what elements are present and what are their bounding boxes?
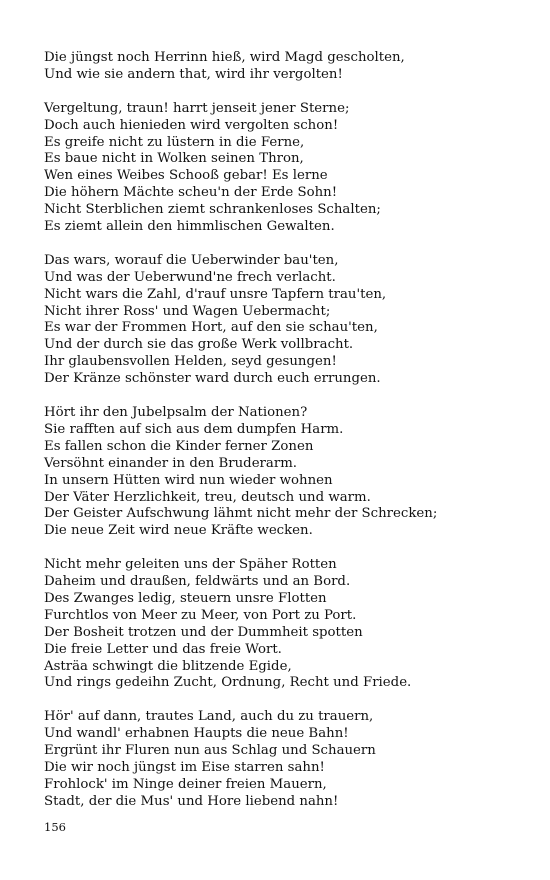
verse-line: Der Geister Aufschwung lähmt nicht mehr der Schrecken; (44, 506, 438, 522)
verse-line: Nicht mehr geleiten uns der Späher Rotten (44, 557, 337, 573)
verse-line: Wen eines Weibes Schooß gebar! Es lerne (44, 168, 328, 184)
verse-line: Die höhern Mächte scheu'n der Erde Sohn! (44, 185, 338, 201)
verse-line: Der Bosheit trotzen und der Dummheit spotten (44, 624, 363, 640)
verse-line: Das wars, worauf die Ueberwinder bau'ten, (44, 252, 339, 268)
stanza-2 (44, 101, 530, 236)
verse-line: Der Kränze schönster ward durch euch errungen. (44, 371, 381, 387)
verse-line: Sie rafften auf sich aus dem dumpfen Harm. (44, 421, 344, 437)
verse-line: Es greife nicht zu lüstern in die Ferne, (44, 134, 305, 150)
stanza-4 (44, 405, 530, 540)
verse-line: Es fallen schon die Kinder ferner Zonen (44, 438, 314, 454)
stanza-6 (44, 709, 530, 810)
page-number: 156 (44, 820, 66, 834)
verse-line: Die jüngst noch Herrinn hieß, wird Magd gescholten, (44, 50, 405, 65)
verse-line: Stadt, der die Mus' und Hore liebend nahn! (44, 793, 339, 809)
verse-line: Es war der Frommen Hort, auf den sie schau'ten, (44, 320, 378, 336)
verse-line: Und was der Ueberwund'ne frech verlacht. (44, 269, 336, 285)
verse-line: Asträa schwingt die blitzende Egide, (44, 658, 292, 674)
verse-line: Nicht Sterblichen ziemt schrankenloses Schalten; (44, 202, 381, 218)
verse-line: Ihr glaubensvollen Helden, seyd gesungen! (44, 354, 337, 370)
verse-line: Vergeltung, traun! harrt jenseit jener Sterne; (44, 100, 350, 116)
verse-line: Die neue Zeit wird neue Kräfte wecken. (44, 523, 313, 539)
verse-line: Und wandl' erhabnen Haupts die neue Bahn! (44, 726, 349, 742)
verse-line: Die wir noch jüngst im Eise starren sahn! (44, 759, 325, 775)
verse-line: Hört ihr den Jubelpsalm der Nationen? (44, 404, 308, 420)
verse-line: Daheim und draußen, feldwärts und an Bord. (44, 574, 351, 590)
poem-text (44, 50, 530, 811)
verse-line: Versöhnt einander in den Bruderarm. (44, 455, 298, 471)
verse-line: Nicht wars die Zahl, d'rauf unsre Tapfern trau'ten, (44, 286, 387, 302)
verse-line: Der Väter Herzlichkeit, treu, deutsch und warm. (44, 489, 371, 505)
verse-line: Und wie sie andern that, wird ihr vergolten! (44, 66, 343, 82)
verse-line: Und rings gedeihn Zucht, Ordnung, Recht und Friede. (44, 675, 412, 691)
verse-line: Ergrünt ihr Fluren nun aus Schlag und Schauern (44, 743, 376, 759)
verse-line: Und der durch sie das große Werk vollbracht. (44, 337, 354, 353)
verse-line: Doch auch hienieden wird vergolten schon! (44, 117, 339, 133)
verse-line: Die freie Letter und das freie Wort. (44, 641, 282, 657)
verse-line: In unsern Hütten wird nun wieder wohnen (44, 472, 333, 488)
verse-line: Furchtlos von Meer zu Meer, von Port zu Port. (44, 607, 357, 623)
stanza-1 (44, 50, 530, 84)
verse-line: Es ziemt allein den himmlischen Gewalten. (44, 219, 335, 235)
verse-line: Es baue nicht in Wolken seinen Thron, (44, 151, 304, 167)
stanza-3 (44, 253, 530, 388)
verse-line: Hör' auf dann, trautes Land, auch du zu trauern, (44, 709, 374, 725)
verse-line: Frohlock' im Ninge deiner freien Mauern, (44, 776, 327, 792)
stanza-5 (44, 557, 530, 692)
verse-line: Nicht ihrer Ross' und Wagen Uebermacht; (44, 303, 331, 319)
verse-line: Des Zwanges ledig, steuern unsre Flotten (44, 590, 327, 606)
